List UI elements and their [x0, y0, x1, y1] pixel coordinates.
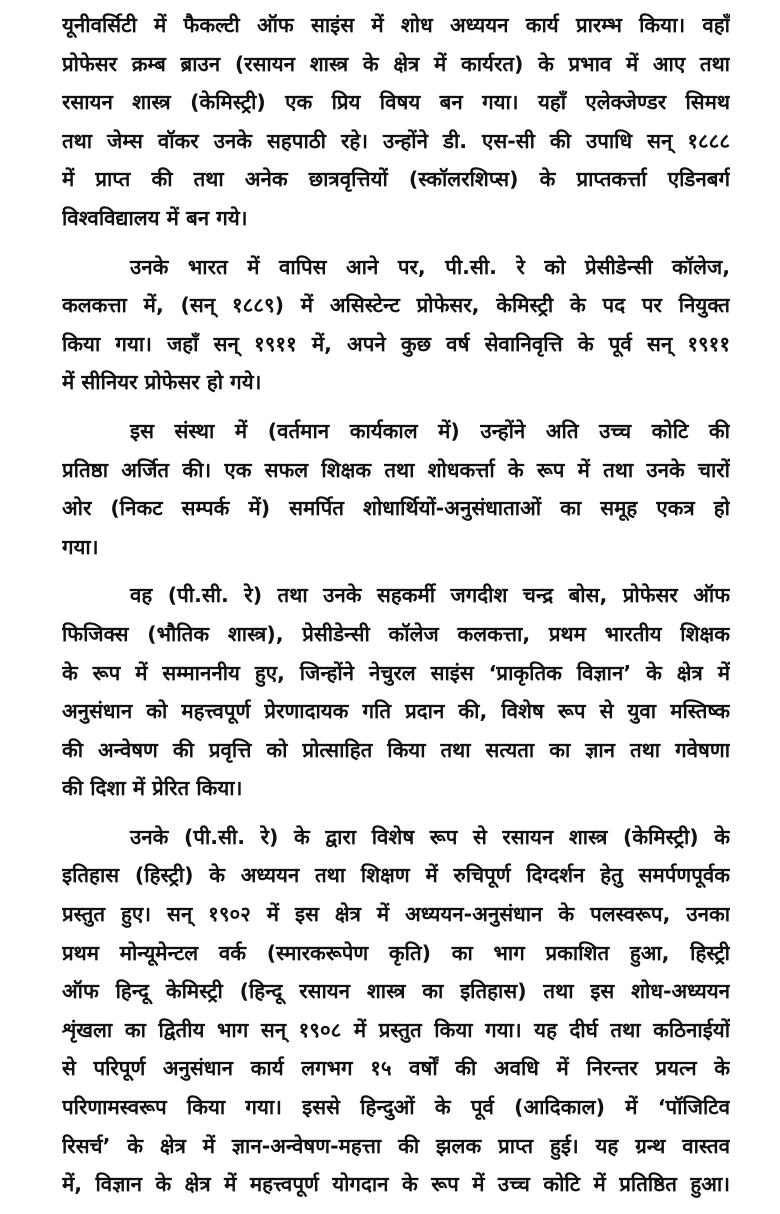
text-line: प्रस्तुत हुए। सन् १९०२ में इस क्षेत्र में अध्ययन-अनुसंधान के पलस्वरूप, उनका: [62, 902, 730, 927]
text-line: यूनीवर्सिटी में फैकल्टी ऑफ साइंस में शोध अध्ययन कार्य प्रारम्भ किया। वहाँ: [62, 13, 730, 37]
text-line: प्रतिष्ठा अर्जित की। एक सफल शिक्षक तथा शोधकर्त्ता के रूप में तथा उनके चारों: [62, 457, 730, 482]
text-line: में प्राप्त की तथा अनेक छात्रवृत्तियों (स्कॉलरशिप्स) के प्राप्तकर्त्ता एडिनबर्ग: [62, 167, 730, 192]
text-line: इतिहास (हिस्ट्री) के अध्ययन तथा शिक्षण में रुचिपूर्ण दिग्दर्शन हेतु समर्पणपूर्वक: [62, 863, 730, 888]
text-line: रसायन शास्त्र (केमिस्ट्री) एक प्रिय विषय बन गया। यहाँ एलेक्जेण्डर सिमथ: [62, 90, 730, 115]
text-line: की दिशा में प्रेरित किया।: [62, 776, 243, 801]
text-line: तथा जेम्स वॉकर उनके सहपाठी रहे। उन्होंने डी. एस-सी की उपाधि सन् १८८८: [62, 128, 730, 153]
text-line: परिणामस्वरूप किया गया। इससे हिन्दुओं के पूर्व (आदिकाल) में ‘पॉजिटिव: [62, 1095, 730, 1120]
text-line: फिजिक्स (भौतिक शास्त्र), प्रेसीडेन्सी कॉलेज कलकत्ता, प्रथम भारतीय शिक्षक: [62, 621, 730, 646]
text-line: ओर (निकट सम्पर्क में) समर्पित शोधार्थियों-अनुसंधाताओं का समूह एकत्र हो: [62, 496, 730, 521]
text-line: में, विज्ञान के क्षेत्र में महत्त्वपूर्ण योगदान के रूप में उच्च कोटि में प्रतिष्ठित हुआ।: [62, 1172, 730, 1197]
text-line: प्रथम मोन्यूमेन्टल वर्क (स्मारकरूपेण कृति) का भाग प्रकाशित हुआ, हिस्ट्री: [62, 940, 730, 965]
paragraph-5: [62, 818, 730, 1204]
paragraph-1: [62, 6, 730, 238]
text-line: से परिपूर्ण अनुसंधान कार्य लगभग १५ वर्षों की अवधि में निरन्तर प्रयत्न के: [62, 1056, 730, 1081]
text-line: में सीनियर प्रोफेसर हो गये।: [62, 370, 262, 395]
text-line: विश्वविद्यालय में बन गये।: [62, 205, 248, 230]
text-line: ऑफ हिन्दू केमिस्ट्री (हिन्दू रसायन शास्त्र का इतिहास) तथा इस शोध-अध्ययन: [62, 979, 730, 1004]
text-line: गया।: [62, 534, 99, 559]
paragraph-3: [62, 412, 730, 566]
text-line: अनुसंधान को महत्त्वपूर्ण प्रेरणादायक गति प्रदान की, विशेष रूप से युवा मस्तिष्क: [62, 699, 730, 724]
paragraph-2: [62, 248, 730, 402]
text-line: इस संस्था में (वर्तमान कार्यकाल में) उन्होंने अति उच्च कोटि की: [130, 418, 730, 443]
text-line: किया गया। जहाँ सन् १९११ में, अपने कुछ वर्ष सेवानिवृत्ति के पूर्व सन् १९११: [62, 331, 730, 356]
text-line: की अन्वेषण की प्रवृत्ति को प्रोत्साहित किया तथा सत्यता का ज्ञान तथा गवेषणा: [62, 737, 730, 762]
text-line: वह (पी.सी. रे) तथा उनके सहकर्मी जगदीश चन्द्र बोस, प्रोफेसर ऑफ: [130, 583, 730, 608]
text-line: उनके भारत में वापिस आने पर, पी.सी. रे को प्रेसीडेन्सी कॉलेज,: [130, 254, 730, 279]
text-line: प्रोफेसर क्रम्ब ब्राउन (रसायन शास्त्र के क्षेत्र में कार्यरत) के प्रभाव में आए तथा: [62, 51, 730, 76]
text-line: के रूप में सम्माननीय हुए, जिन्होंने नेचुरल साइंस ‘प्राकृतिक विज्ञान’ के क्षेत्र में: [62, 660, 730, 685]
text-line: रिसर्च’ के क्षेत्र में ज्ञान-अन्वेषण-महत्ता की झलक प्राप्त हुई। यह ग्रन्थ वास्तव: [62, 1133, 730, 1158]
text-line: कलकत्ता में, (सन् १८८९) में असिस्टेन्ट प्रोफेसर, केमिस्ट्री के पद पर नियुक्त: [62, 293, 730, 318]
text-line: शृंखला का द्वितीय भाग सन् १९०८ में प्रस्तुत किया गया। यह दीर्घ तथा कठिनाईयों: [62, 1017, 730, 1042]
document-page: [62, 6, 730, 1214]
paragraph-4: [62, 576, 730, 808]
text-line: उनके (पी.सी. रे) के द्वारा विशेष रूप से रसायन शास्त्र (केमिस्ट्री) के: [130, 824, 730, 849]
